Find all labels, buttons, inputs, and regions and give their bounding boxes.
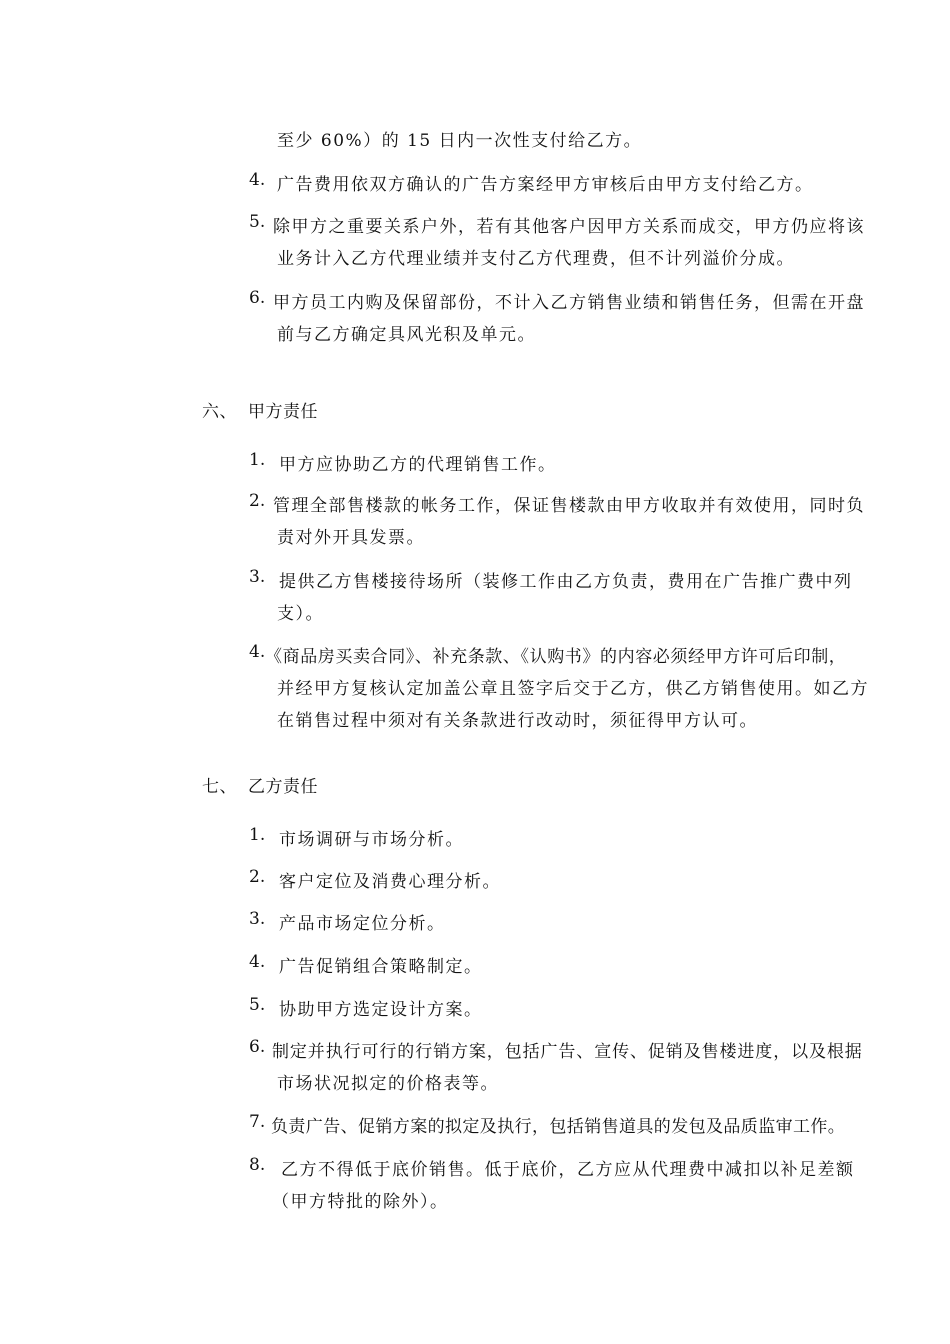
item-5-5-number: 5. (249, 212, 266, 232)
item-7-4-line-1: 广告促销组合策略制定。 (279, 957, 483, 977)
item-6-4-line-1: 《商品房买卖合同》、补充条款、《认购书》的内容必须经甲方许可后印制， (265, 647, 847, 667)
item-7-8-line-1: 乙方不得低于底价销售。低于底价，乙方应从代理费中减扣以补足差额 (281, 1160, 855, 1180)
section-6-title: 甲方责任 (248, 402, 318, 422)
item-5-5-line-2: 业务计入乙方代理业绩并支付乙方代理费，但不计列溢价分成。 (277, 249, 795, 269)
item-7-3-line-1: 产品市场定位分析。 (279, 914, 446, 934)
item-6-4-number: 4. (249, 642, 266, 662)
item-7-1-line-1: 市场调研与市场分析。 (279, 830, 464, 850)
item-6-4-line-3: 在销售过程中须对有关条款进行改动时，须征得甲方认可。 (277, 711, 758, 731)
item-6-2-number: 2. (249, 491, 266, 511)
item-7-6-line-1: 制定并执行可行的行销方案，包括广告、宣传、促销及售楼进度，以及根据 (272, 1042, 863, 1062)
item-6-3-line-1: 提供乙方售楼接待场所（装修工作由乙方负责，费用在广告推广费中列 (279, 572, 853, 592)
item-5-4-number: 4. (249, 170, 266, 190)
item-5-6-number: 6. (249, 288, 266, 308)
item-7-4-number: 4. (249, 952, 266, 972)
item-7-5-number: 5. (249, 995, 266, 1015)
item-5-5-line-1: 除甲方之重要关系户外，若有其他客户因甲方关系而成交，甲方仍应将该 (273, 217, 865, 237)
item-5-6-line-1: 甲方员工内购及保留部份，不计入乙方销售业绩和销售任务，但需在开盘 (273, 293, 865, 313)
item-7-1-number: 1. (249, 825, 266, 845)
item-7-7-line-1: 负责广告、促销方案的拟定及执行，包括销售道具的发包及品质监审工作。 (271, 1117, 846, 1137)
item-6-2-line-1: 管理全部售楼款的帐务工作，保证售楼款由甲方收取并有效使用，同时负 (273, 496, 865, 516)
section-7-title: 乙方责任 (248, 777, 318, 797)
section-7-heading (202, 772, 318, 797)
item-5-6-line-2: 前与乙方确定具风光积及单元。 (277, 325, 536, 345)
section-7-number: 七、 (202, 777, 237, 797)
item-6-1-number: 1. (249, 450, 266, 470)
item-7-2-number: 2. (249, 867, 266, 887)
item-7-6-number: 6. (249, 1037, 266, 1057)
item-5-3-continued: 至少 60%）的 15 日内一次性支付给乙方。 (277, 131, 643, 151)
section-6-number: 六、 (202, 402, 237, 422)
item-6-4-line-2: 并经甲方复核认定加盖公章且签字后交于乙方，供乙方销售使用。如乙方 (277, 679, 869, 699)
item-7-7-number: 7. (249, 1112, 266, 1132)
section-6-heading (202, 397, 318, 422)
item-7-5-line-1: 协助甲方选定设计方案。 (279, 1000, 483, 1020)
item-7-6-line-2: 市场状况拟定的价格表等。 (277, 1074, 499, 1094)
item-7-2-line-1: 客户定位及消费心理分析。 (279, 872, 501, 892)
item-5-4-line-1: 广告费用依双方确认的广告方案经甲方审核后由甲方支付给乙方。 (277, 175, 814, 195)
item-6-3-line-2: 支）。 (277, 604, 324, 624)
item-7-8-line-2: （甲方特批的除外）。 (272, 1192, 449, 1212)
item-7-3-number: 3. (249, 909, 266, 929)
item-6-1-line-1: 甲方应协助乙方的代理销售工作。 (279, 455, 557, 475)
item-7-8-number: 8. (249, 1155, 266, 1175)
item-6-2-line-2: 责对外开具发票。 (277, 528, 425, 548)
item-6-3-number: 3. (249, 567, 266, 587)
